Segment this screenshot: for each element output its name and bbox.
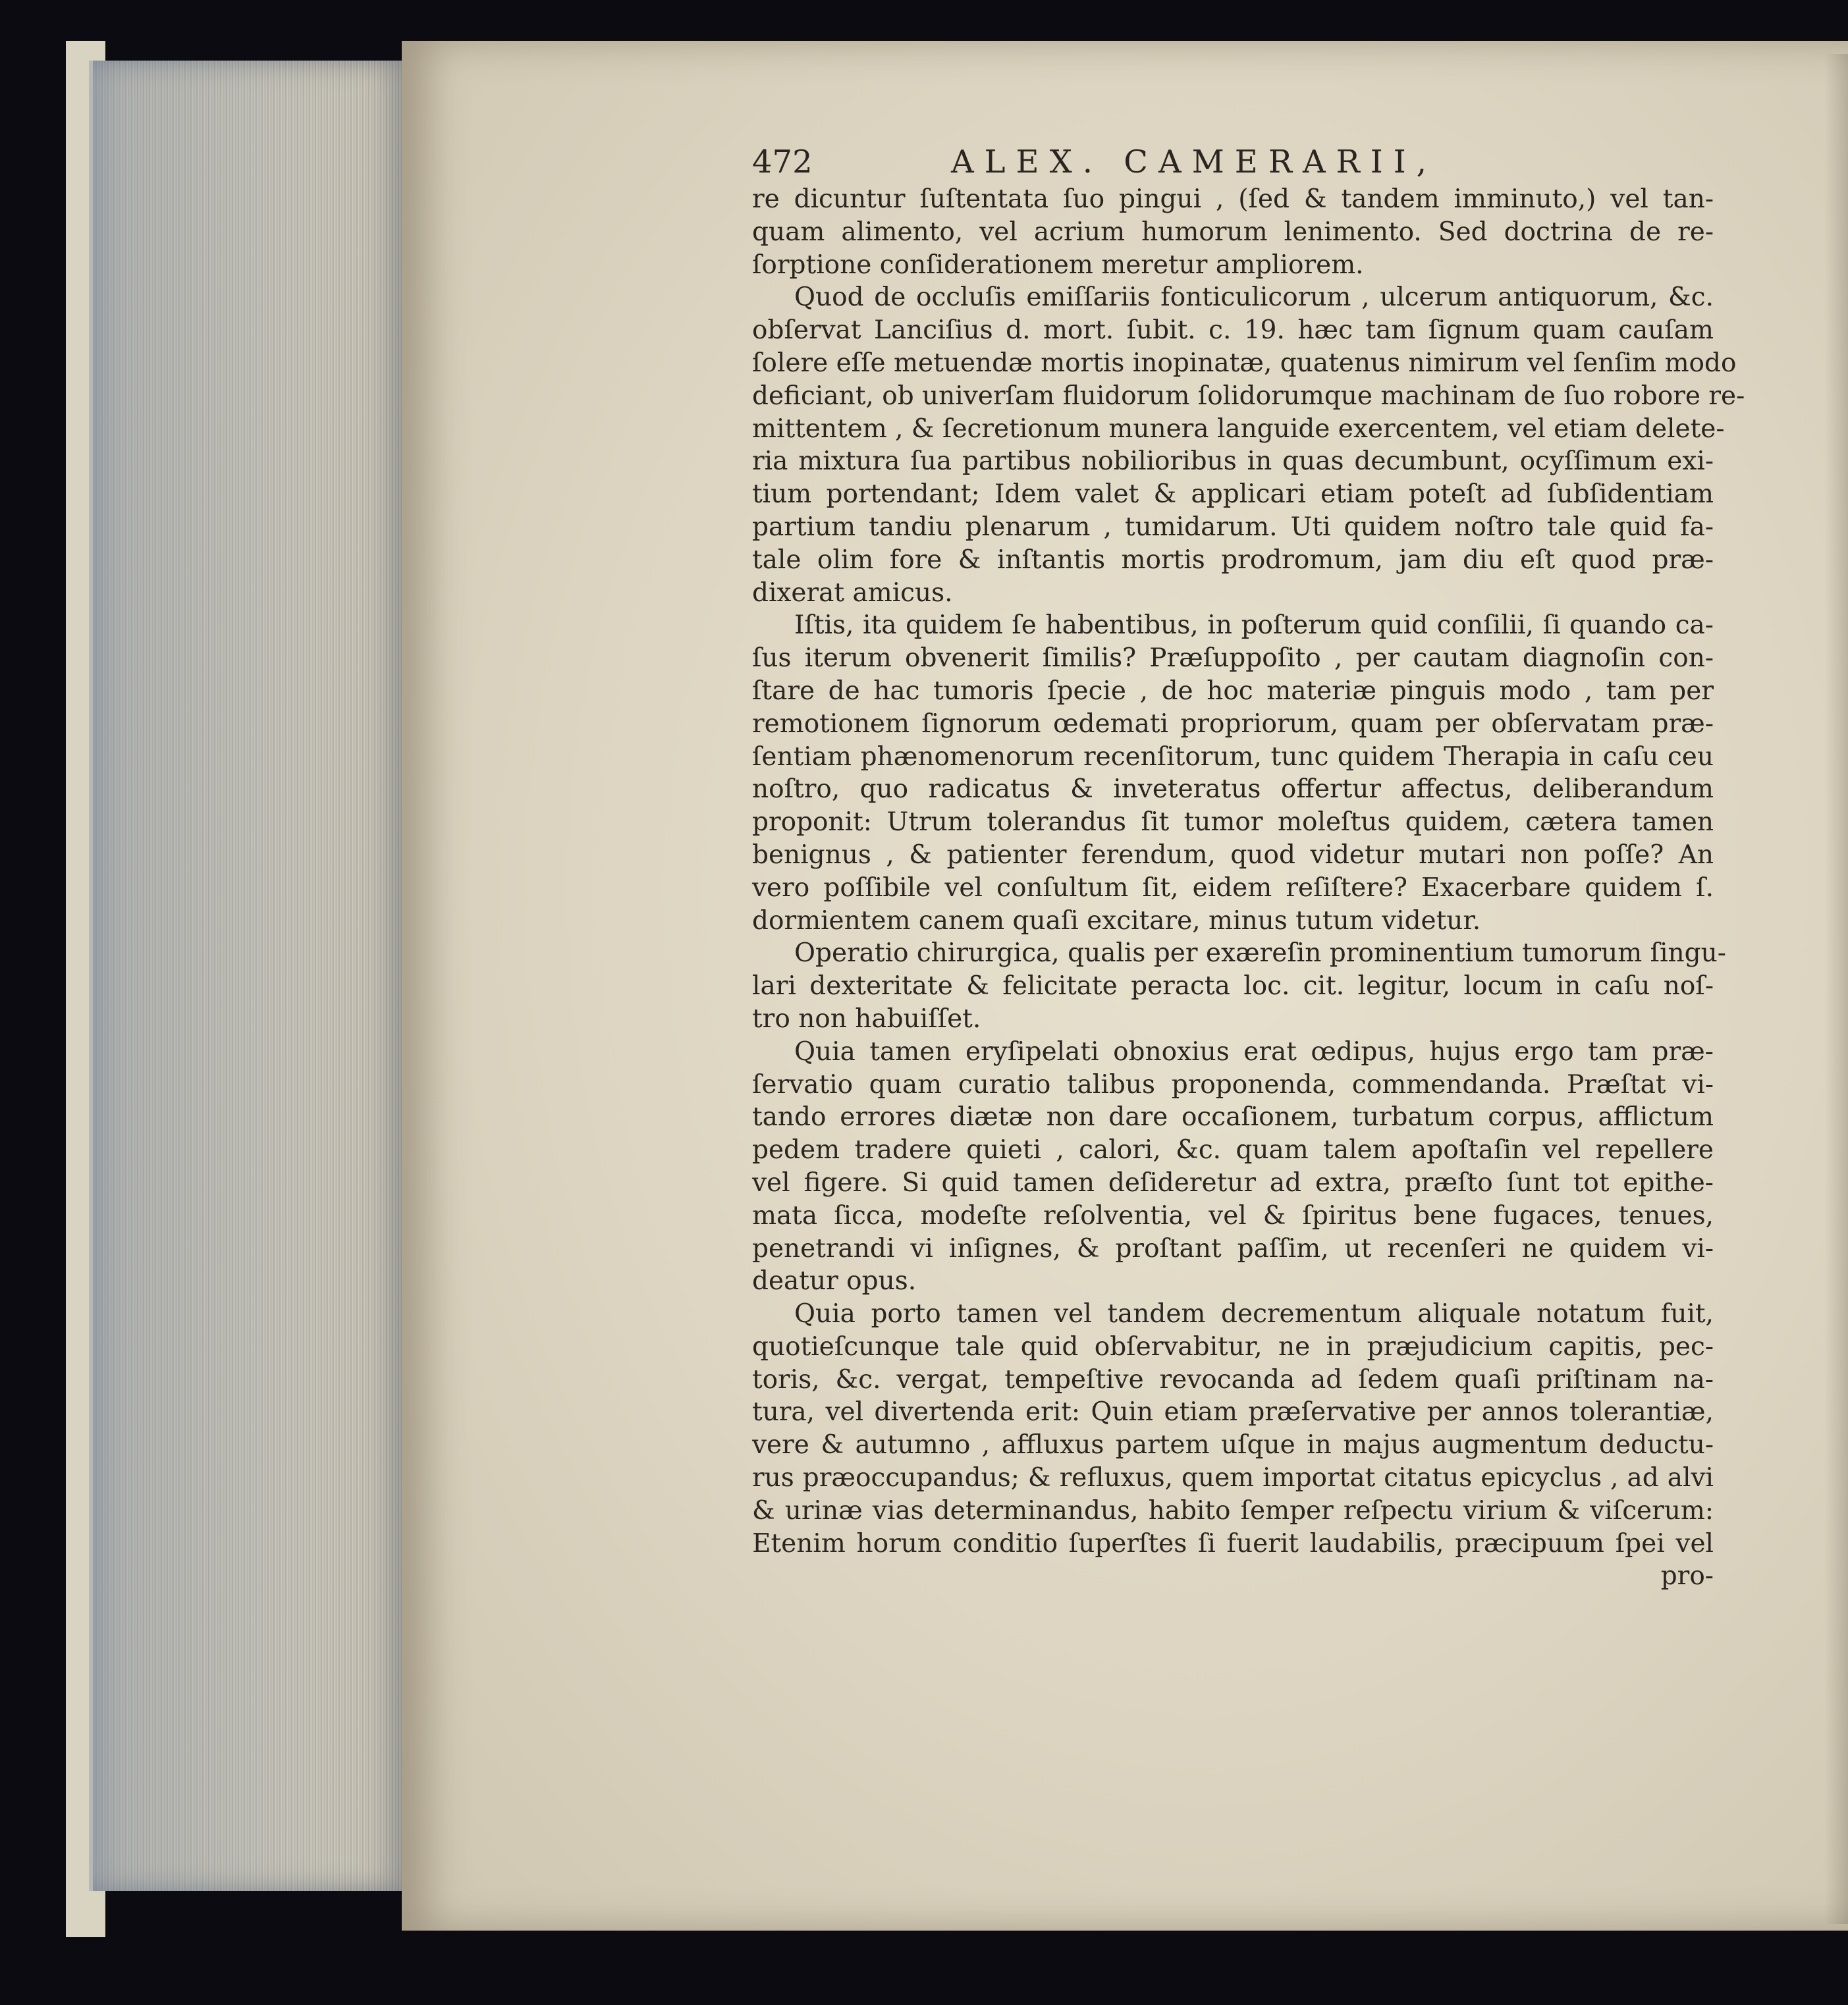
text-line: penetrandi vi inſignes, & proſtant paſſim, ut recenſeri ne quidem vi- (752, 1233, 1714, 1264)
text-line: vel figere. Si quid tamen deſideretur ad extra, præſto ſunt tot epithe- (752, 1167, 1714, 1198)
page-edge-tint (89, 61, 405, 1891)
text-line: deatur opus. (752, 1266, 917, 1297)
text-line: dixerat amicus. (752, 577, 953, 608)
text-line: Quia tamen eryſipelati obnoxius erat œdipus, hujus ergo tam præ- (794, 1036, 1714, 1067)
body-text (752, 183, 1745, 1560)
text-line: pedem tradere quieti , calori, &c. quam talem apoſtaſin vel repellere (752, 1135, 1714, 1165)
text-line: tro non habuiſſet. (752, 1003, 981, 1034)
text-line: re dicuntur ſuſtentata ſuo pingui , (ſed & tandem imminuto,) vel tan- (752, 184, 1714, 214)
text-line: rus præoccupandus; & refluxus, quem importat citatus epicyclus , ad alvi (752, 1463, 1714, 1493)
text-line: remotionem ſignorum œdemati propriorum, quam per obſervatam præ- (752, 708, 1714, 739)
text-line: vero poſſibile vel conſultum ſit, eidem reſiſtere? Exacerbare quidem ſ. (752, 872, 1714, 903)
text-line: Operatio chirurgica, qualis per exæreſin prominentium tumorum ſingu- (794, 938, 1726, 969)
text-line: Quod de occluſis emiſſariis fonticulicorum , ulcerum antiquorum, &c. (794, 282, 1714, 313)
page-number: 472 (752, 144, 813, 180)
text-line: noſtro, quo radicatus & inveteratus offertur affectus, deliberandum (752, 774, 1714, 805)
text-line: dormientem canem quaſi excitare, minus tutum videtur. (752, 905, 1481, 936)
text-line: lari dexteritate & felicitate peracta loc. cit. legitur, locum in caſu noſ- (752, 971, 1714, 1002)
text-line: ſentiam phænomenorum recenſitorum, tunc quidem Therapia in caſu ceu (752, 741, 1714, 772)
text-line: mittentem , & ſecretionum munera languide exercentem, vel etiam delete- (752, 414, 1725, 444)
text-line: partium tandiu plenarum , tumidarum. Uti quidem noſtro tale quid fa- (752, 512, 1714, 542)
text-line: deficiant, ob univerſam fluidorum ſolidorumque machinam de ſuo robore re- (752, 381, 1745, 411)
text-line: ſorptione conſiderationem meretur ampliorem. (752, 250, 1364, 280)
text-line: tale olim fore & inſtantis mortis prodromum, jam diu eſt quod præ- (752, 545, 1714, 575)
catchword: pro- (1660, 1561, 1714, 1591)
text-line: proponit: Utrum tolerandus ſit tumor moleſtus quidem, cætera tamen (752, 807, 1714, 838)
text-line: toris, &c. vergat, tempeſtive revocanda ad ſedem quaſi priſtinam na- (752, 1364, 1714, 1395)
text-line: quam alimento, vel acrium humorum lenimento. Sed doctrina de re- (752, 217, 1714, 247)
page-header (752, 144, 1714, 183)
text-line: mata ſicca, modeſte reſolventia, vel & ſpiritus bene fugaces, tenues, (752, 1200, 1714, 1231)
text-line: ria mixtura ſua partibus nobilioribus in quas decumbunt, ocyſſimum exi- (752, 446, 1714, 477)
text-line: ſtare de hac tumoris ſpecie , de hoc materiæ pinguis modo , tam per (752, 676, 1714, 706)
text-line: obſervat Lanciſius d. mort. ſubit. c. 19. hæc tam ſignum quam cauſam (752, 315, 1714, 346)
text-line: benignus , & patienter ferendum, quod videtur mutari non poſſe? An (752, 840, 1714, 870)
text-block (752, 144, 1745, 1593)
text-line: ſervatio quam curatio talibus proponenda, commendanda. Præſtat vi- (752, 1069, 1714, 1100)
text-line: ſus iterum obvenerit ſimilis? Præſuppoſito , per cautam diagnoſin con- (752, 643, 1714, 674)
text-line: tando errores diætæ non dare occaſionem, turbatum corpus, afflictum (752, 1102, 1714, 1133)
running-head: ALEX. CAMERARII, (951, 144, 1437, 180)
text-line: Iſtis, ita quidem ſe habentibus, in poſterum quid conſilii, ſi quando ca- (794, 610, 1714, 641)
text-line: & urinæ vias determinandus, habito ſemper reſpectu virium & viſcerum: (752, 1495, 1714, 1526)
text-line: vere & autumno , affluxus partem uſque in majus augmentum deductu- (752, 1430, 1714, 1460)
page-gutter (1824, 54, 1848, 1924)
text-line: Etenim horum conditio ſuperſtes ſi fuerit laudabilis, præcipuum ſpei vel (752, 1528, 1714, 1559)
text-line: tura, vel divertenda erit: Quin etiam præſervative per annos tolerantiæ, (752, 1397, 1714, 1428)
text-line: quotieſcunque tale quid obſervabitur, ne in præjudicium capitis, pec- (752, 1331, 1714, 1362)
text-line: tium portendant; Idem valet & applicari etiam poteſt ad ſubſidentiam (752, 479, 1714, 510)
text-line: Quia porto tamen vel tandem decrementum aliquale notatum fuit, (794, 1299, 1714, 1329)
text-line: ſolere eſſe metuendæ mortis inopinatæ, quatenus nimirum vel ſenſim modo (752, 348, 1737, 378)
